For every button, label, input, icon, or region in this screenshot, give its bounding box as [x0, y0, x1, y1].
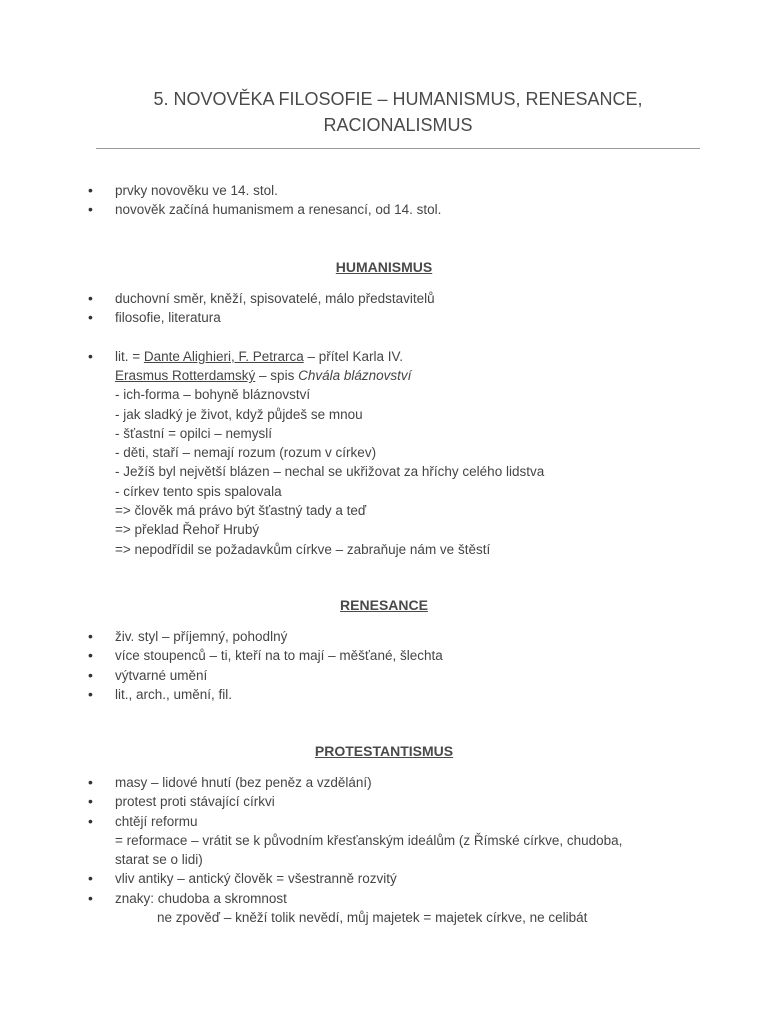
- page-title: [96, 86, 700, 138]
- reformu-label: • chtějí reformu: [115, 813, 198, 829]
- text-line: - děti, staří – nemají rozum (rozum v církev): [115, 445, 377, 461]
- list-item-literature: [88, 347, 688, 366]
- lit-prefix: lit. =: [115, 349, 144, 364]
- text-line: => člověk má právo být šťastný tady a teď: [115, 503, 367, 519]
- reformu-detail-line-1: = reformace – vrátit se k původním křesťanským ideálům (z Římské církve, chudoba,: [115, 832, 623, 848]
- list-item: • filosofie, literatura: [88, 308, 688, 327]
- list-item: • více stoupenců – ti, kteří na to mají – měšťané, šlechta: [88, 646, 688, 665]
- list-item: • masy – lidové hnutí (bez peněz a vzdělání): [88, 773, 688, 792]
- renesance-list: [88, 627, 688, 704]
- znaky-label: • znaky: chudoba a skromnost: [115, 890, 287, 906]
- section-heading-humanismus: HUMANISMUS: [335, 259, 433, 275]
- text-line: => nepodřídil se požadavkům církve – zabraňuje nám ve štěstí: [115, 541, 491, 557]
- lit-suffix: – přítel Karla IV.: [303, 349, 404, 364]
- list-item: • novověk začíná humanismem a renesancí, od 14. stol.: [88, 200, 688, 219]
- intro-list: [88, 181, 688, 220]
- lit-authors: Dante Alighieri, F. Petrarca: [143, 349, 304, 364]
- text-line: - jak sladký je život, když půjdeš se mnou: [115, 406, 363, 422]
- section-heading-protestantismus: PROTESTANTISMUS: [314, 743, 454, 759]
- text-line: - Ježíš byl největší blázen – nechal se ukřižovat za hříchy celého lidstva: [115, 464, 545, 480]
- text-line: => překlad Řehoř Hrubý: [115, 522, 260, 538]
- list-item: • vliv antiky – antický člověk = všestranně rozvitý: [88, 869, 688, 888]
- spis-title: Chvála bláznovství: [298, 368, 412, 383]
- znaky-detail: ne zpověď – kněží tolik nevědí, můj majetek = majetek církve, ne celibát: [157, 910, 588, 926]
- list-item-znaky: [88, 889, 688, 928]
- text-line: - ich-forma – bohyně bláznovství: [115, 387, 311, 403]
- list-item: • lit., arch., umění, fil.: [88, 685, 688, 704]
- list-item: • živ. styl – příjemný, pohodlný: [88, 627, 688, 646]
- list-item: • prvky novověku ve 14. stol.: [88, 181, 688, 200]
- erasmus-line: [115, 366, 715, 385]
- humanismus-lit-details: [115, 366, 715, 559]
- reformu-detail-line-2: starat se o lidi): [115, 852, 203, 868]
- list-item: • protest proti stávající církvi: [88, 792, 688, 811]
- title-divider: [96, 148, 700, 149]
- page-title-line-2: RACIONALISMUS: [323, 115, 473, 135]
- protestantismus-list: [88, 773, 688, 927]
- humanismus-lit-list: [88, 347, 688, 366]
- spis-text: – spis: [255, 368, 299, 383]
- text-line: - církev tento spis spalovala: [115, 483, 282, 499]
- humanismus-list: [88, 289, 688, 328]
- erasmus-name: Erasmus Rotterdamský: [115, 368, 256, 383]
- page-title-line-1: 5. NOVOVĚKA FILOSOFIE – HUMANISMUS, RENESANCE,: [153, 89, 643, 109]
- text-line: - šťastní = opilci – nemyslí: [115, 425, 272, 441]
- list-item: • duchovní směr, kněží, spisovatelé, málo představitelů: [88, 289, 688, 308]
- list-item: • výtvarné umění: [88, 666, 688, 685]
- list-item-reformu: [88, 812, 688, 870]
- section-heading-renesance: RENESANCE: [340, 597, 428, 613]
